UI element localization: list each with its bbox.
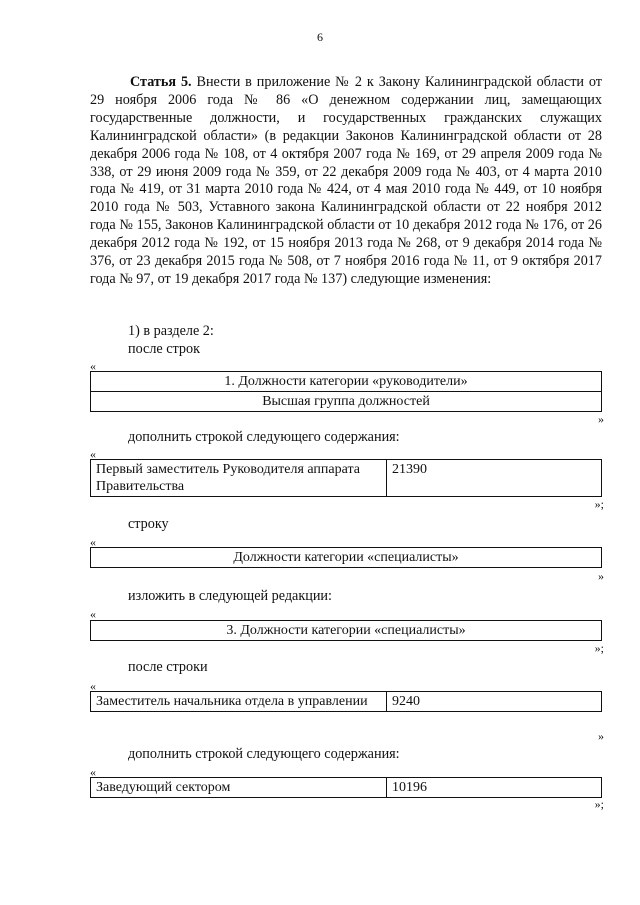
restate-text: изложить в следующей редакции: (128, 588, 332, 604)
table-row-group-heading: Высшая группа должностей (91, 392, 602, 412)
table-new-row-2 (90, 777, 602, 798)
quote-open-2: « (90, 447, 96, 461)
table-row-to-restate (90, 547, 602, 568)
table-existing-rows (90, 371, 602, 412)
quote-open-5: « (90, 679, 96, 693)
table-cell-salary-value: 10196 (387, 778, 602, 798)
quote-open-3: « (90, 535, 96, 549)
table-cell-position-name: Заведующий сектором (91, 778, 387, 798)
table-row-category-heading: 1. Должности категории «руководители» (91, 372, 602, 392)
quote-open-1: « (90, 359, 96, 373)
item-1-heading: 1) в разделе 2: (128, 323, 214, 339)
table-restated-row (90, 620, 602, 641)
quote-close-semi-2: »; (594, 497, 604, 511)
after-rows-text: после строк (128, 341, 201, 357)
article-text: Внести в приложение № 2 к Закону Калининградской области от 29 ноября 2006 года № 86 «О денежном содержании лиц, замещающих государственные должности, и государственных гражданских служащих Калининградской области» (в редакции Законов Калининградской области от 28 декабря 2006 года № 108, от 4 октября 2007 года № 169, от 29 апреля 2009 года № 338, от 29 июня 2009 года № 359, от 22 декабря 2009 года № 403, от 4 марта 2010 года № 419, от 31 марта 2010 года № 424, от 4 мая 2010 года № 449, от 10 ноября 2010 года № 503, Уставного закона Калининградской области от 22 ноября 2012 года № 155, Законов Калининградской области от 10 декабря 2012 года № 176, от 26 декабря 2012 года № 192, от 15 ноября 2013 года № 268, от 9 декабря 2014 года № 376, от 23 декабря 2015 года № 508, от 7 ноября 2016 года № 11, от 9 октября 2017 года № 97, от 19 декабря 2017 года № 137) следующие изменения: (90, 74, 602, 287)
article-paragraph (90, 74, 602, 289)
table-cell-salary-value: 21390 (387, 460, 602, 497)
add-row-text-2: дополнить строкой следующего содержания: (128, 746, 400, 762)
quote-close-1: » (598, 412, 604, 426)
add-row-text-1: дополнить строкой следующего содержания: (128, 429, 400, 445)
table-cell-salary-value: 9240 (387, 692, 602, 712)
page-number: 6 (317, 30, 323, 44)
table-row-specialists-old: Должности категории «специалисты» (91, 548, 602, 568)
table-anchor-row (90, 691, 602, 712)
quote-open-6: « (90, 765, 96, 779)
quote-close-semi-4: »; (594, 641, 604, 655)
table-row-specialists-new: 3. Должности категории «специалисты» (91, 621, 602, 641)
after-row-text: после строки (128, 659, 208, 675)
table-cell-position-name: Заместитель начальника отдела в управлении (91, 692, 387, 712)
row-word-text: строку (128, 516, 169, 532)
table-cell-position-name: Первый заместитель Руководителя аппарата Правительства (91, 460, 387, 497)
article-label: Статья 5. (130, 74, 192, 90)
table-new-row-1 (90, 459, 602, 497)
quote-close-3: » (598, 569, 604, 583)
quote-open-4: « (90, 607, 96, 621)
quote-close-5: » (598, 729, 604, 743)
quote-close-semi-6: »; (594, 797, 604, 811)
